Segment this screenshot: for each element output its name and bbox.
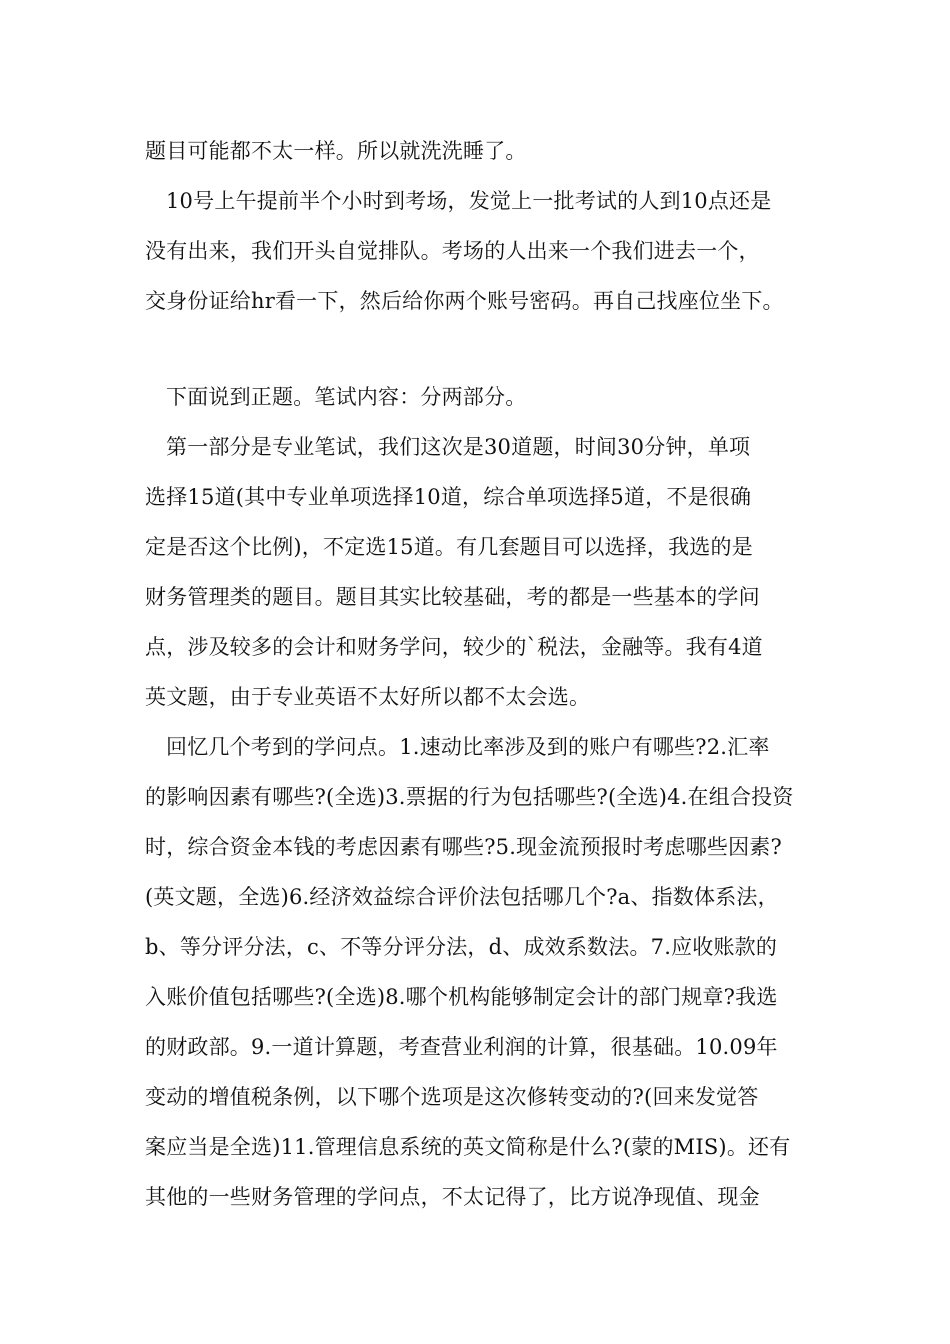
text-line: 选择15道(其中专业单项选择10道，综合单项选择5道，不是很确 bbox=[145, 485, 752, 509]
text-line: 第一部分是专业笔试，我们这次是30道题，时间30分钟，单项 bbox=[166, 435, 751, 459]
text-line: 的影响因素有哪些?(全选)3.票据的行为包括哪些?(全选)4.在组合投资 bbox=[145, 785, 794, 809]
text-line: 时，综合资金本钱的考虑因素有哪些?5.现金流预报时考虑哪些因素? bbox=[145, 835, 782, 859]
text-line: 的财政部。9.一道计算题，考查营业利润的计算，很基础。10.09年 bbox=[145, 1035, 778, 1059]
text-line: 定是否这个比例)，不定选15道。有几套题目可以选择，我选的是 bbox=[145, 535, 753, 559]
text-line: 题目可能都不太一样。所以就洗洗睡了。 bbox=[145, 139, 527, 163]
text-line: 交身份证给hr看一下，然后给你两个账号密码。再自己找座位坐下。 bbox=[145, 289, 784, 313]
text-line: 案应当是全选)11.管理信息系统的英文简称是什么?(蒙的MIS)。还有 bbox=[145, 1135, 791, 1159]
text-line: 入账价值包括哪些?(全选)8.哪个机构能够制定会计的部门规章?我选 bbox=[145, 985, 778, 1009]
text-line: 10号上午提前半个小时到考场，发觉上一批考试的人到10点还是 bbox=[166, 189, 772, 213]
text-line: 英文题，由于专业英语不太好所以都不太会选。 bbox=[145, 685, 591, 709]
text-line: 下面说到正题。笔试内容：分两部分。 bbox=[166, 385, 527, 409]
paragraph-gap bbox=[145, 326, 815, 372]
text-line: 其他的一些财务管理的学问点，不太记得了，比方说净现值、现金 bbox=[145, 1185, 760, 1209]
document-body bbox=[145, 126, 815, 1222]
text-line: 变动的增值税条例，以下哪个选项是这次修转变动的?(回来发觉答 bbox=[145, 1085, 759, 1109]
text-line: b、等分评分法，c、不等分评分法，d、成效系数法。7.应收账款的 bbox=[145, 935, 778, 959]
text-line: 没有出来，我们开头自觉排队。考场的人出来一个我们进去一个， bbox=[145, 239, 760, 263]
text-line: (英文题，全选)6.经济效益综合评价法包括哪几个?a、指数体系法， bbox=[145, 885, 779, 909]
text-line: 回忆几个考到的学问点。1.速动比率涉及到的账户有哪些?2.汇率 bbox=[166, 735, 770, 759]
text-line: 点，涉及较多的会计和财务学问，较少的`税法，金融等。我有4道 bbox=[145, 635, 763, 659]
text-line: 财务管理类的题目。题目其实比较基础，考的都是一些基本的学问 bbox=[145, 585, 760, 609]
